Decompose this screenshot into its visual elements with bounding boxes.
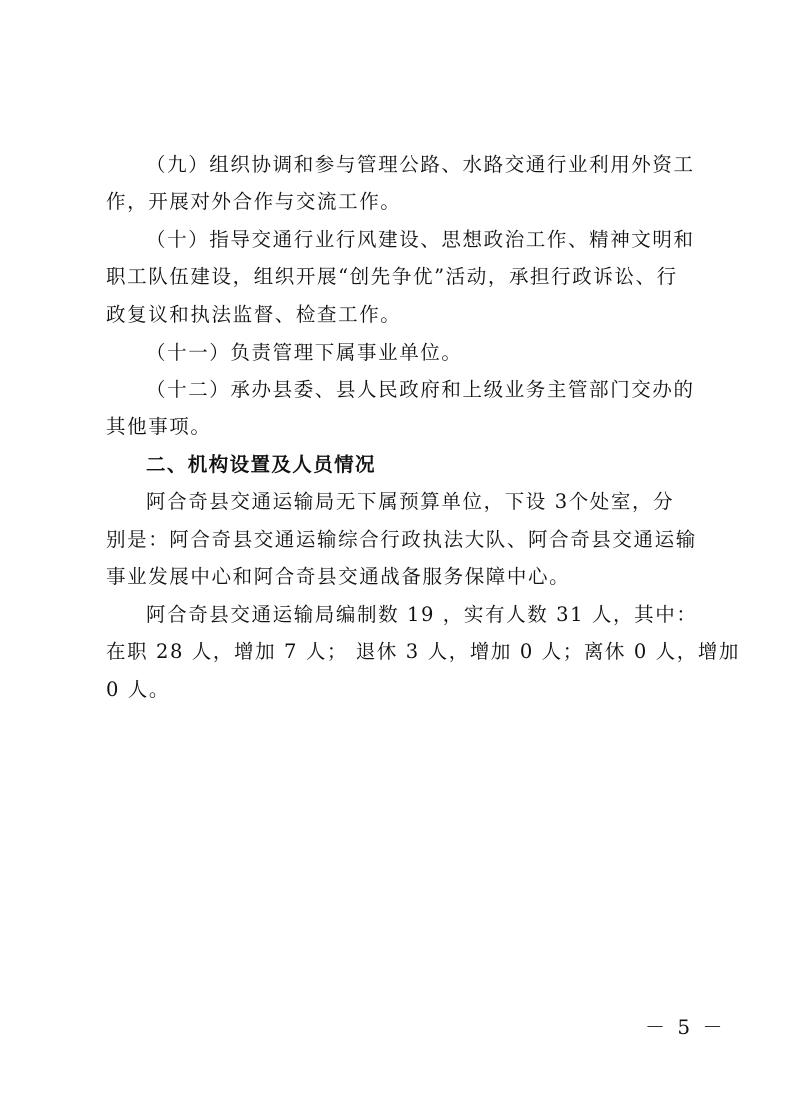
paragraph-line: （九）组织协调和参与管理公路、水路交通行业利用外资工 — [146, 153, 695, 176]
paragraph-line: 阿合奇县交通运输局无下属预算单位，下设 3个处室，分 — [146, 490, 675, 513]
paragraph-line: （十一）负责管理下属事业单位。 — [146, 341, 463, 364]
paragraph-line: 其他事项。 — [106, 415, 212, 438]
paragraph-line: 作，开展对外合作与交流工作。 — [106, 190, 402, 213]
section-heading: 二、机构设置及人员情况 — [146, 453, 376, 476]
page-number: － 5 － — [645, 1015, 726, 1039]
paragraph-line: 0 人。 — [106, 678, 171, 701]
paragraph-line: 在职 28 人，增加 7 人； 退休 3 人，增加 0 人；离休 0 人，增加 — [106, 640, 741, 663]
paragraph-line: （十）指导交通行业行风建设、思想政治工作、精神文明和 — [146, 228, 695, 251]
paragraph-line: 职工队伍建设，组织开展“创先争优”活动，承担行政诉讼、行 — [106, 265, 678, 288]
paragraph-line: 阿合奇县交通运输局编制数 19 ，实有人数 31 人，其中： — [146, 603, 698, 626]
paragraph-line: （十二）承办县委、县人民政府和上级业务主管部门交办的 — [146, 378, 695, 401]
paragraph-line: 事业发展中心和阿合奇县交通战备服务保障中心。 — [106, 565, 571, 588]
paragraph-line: 政复议和执法监督、检查工作。 — [106, 303, 402, 326]
paragraph-line: 别是：阿合奇县交通运输综合行政执法大队、阿合奇县交通运输 — [106, 528, 697, 551]
